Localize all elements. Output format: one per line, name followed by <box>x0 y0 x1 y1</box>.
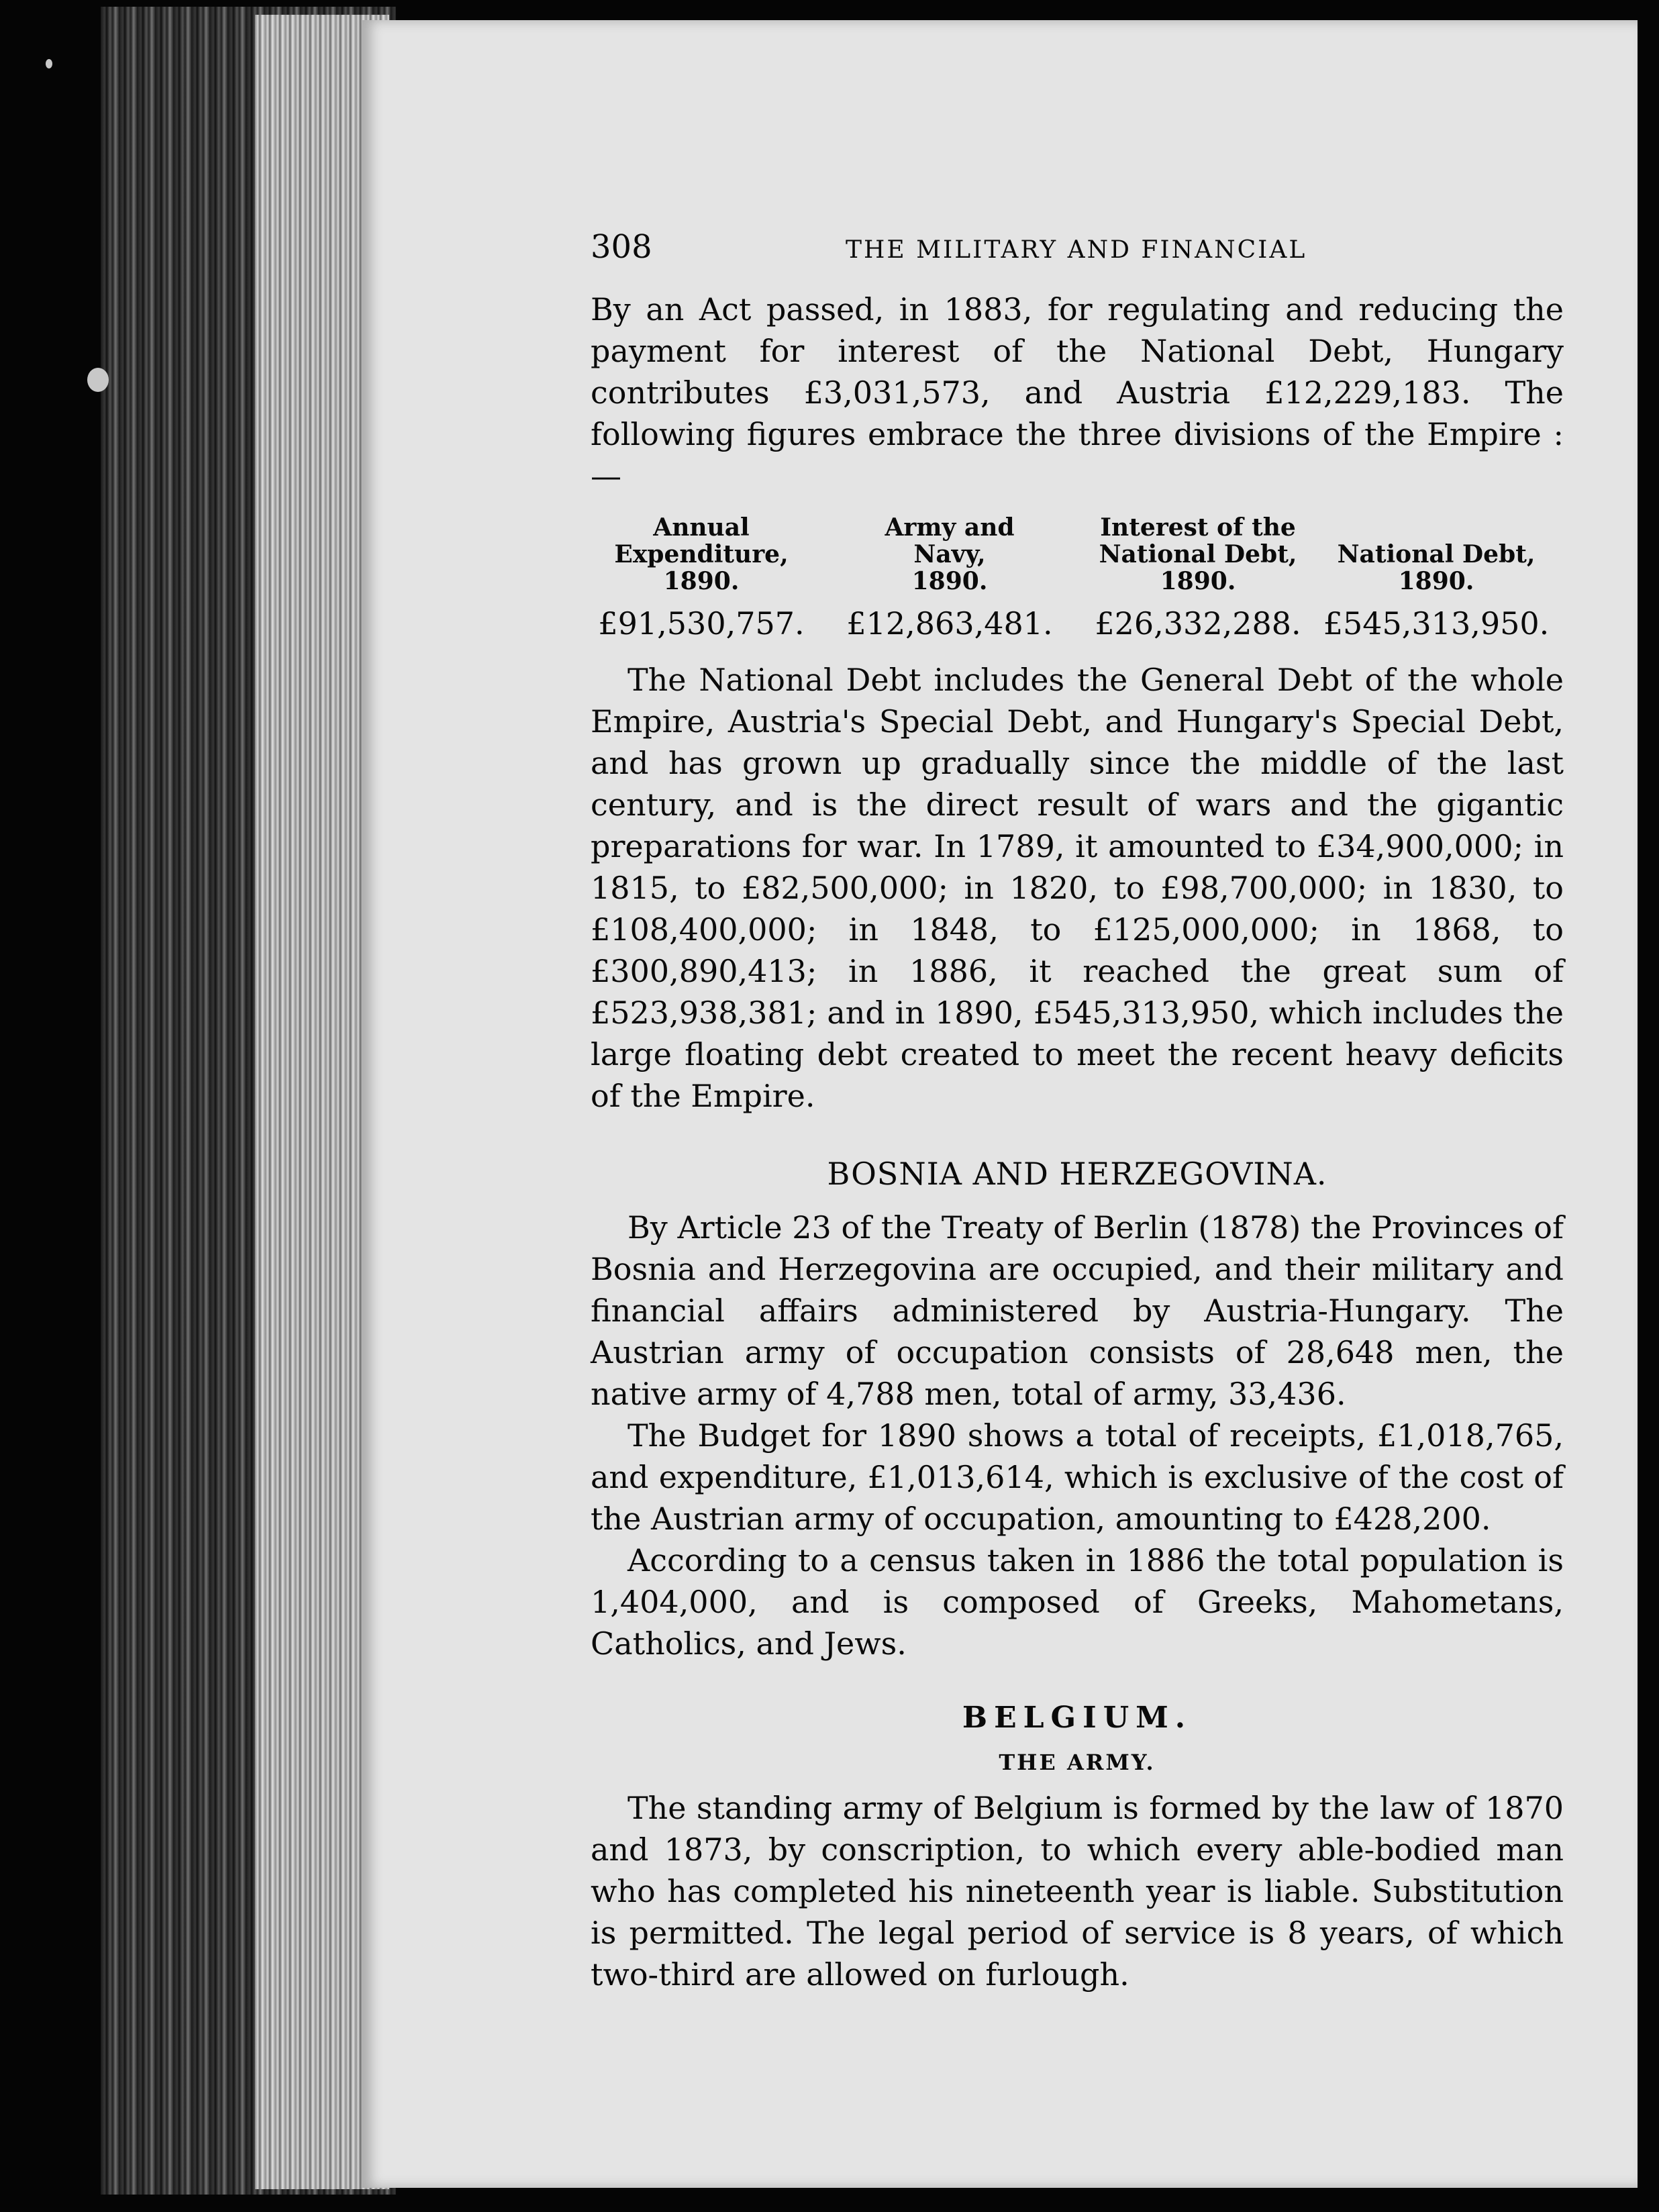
table-header-annual-expenditure: Annual Expenditure, 1890. <box>614 513 789 595</box>
table-header-interest: Interest of the National Debt, 1890. <box>1099 513 1297 595</box>
subheading-the-army: THE ARMY. <box>999 1750 1156 1775</box>
section-heading-belgium: BELGIUM. <box>962 1701 1193 1735</box>
dust-speck <box>87 368 109 392</box>
national-debt-paragraph: The National Debt includes the General Debt of the whole Empire, Austria's Special Debt, and Hungary's Special Debt, and has grown up gradually since the middle of the last century, and is the direct result of wars and the gigantic preparations for war. In 1789, it amounted to £34,900,000; in 1815, to £82,500,000; in 1820, to £98,700,000; in 1830, to £108,400,000; in 1848, to £125,000,000; in 1868, to £300,890,413; in 1886, it reached the great sum of £523,938,381; and in 1890, £545,313,950, which includes the large floating debt created to meet the recent heavy deficits of the Empire. <box>591 662 1564 1114</box>
dust-speck <box>46 59 52 68</box>
table-header-national-debt: National Debt, 1890. <box>1337 540 1536 595</box>
bosnia-paragraph: By Article 23 of the Treaty of Berlin (1878) the Provinces of Bosnia and Herzegovina are occupied, and their military and financial affairs administered by Austria-Hungary. The Austrian army of occupation consists of 28,648 men, the native army of 4,788 men, total of army, 33,436. <box>591 1209 1564 1412</box>
belgium-paragraph: The standing army of Belgium is formed by the law of 1870 and 1873, by conscription, to which every able-bodied man who has completed his nineteenth year is liable. Substitution is permitted. The legal period of service is 8 years, of which two-third are allowed on furlough. <box>591 1790 1564 1993</box>
bosnia-paragraph: According to a census taken in 1886 the total population is 1,404,000, and is composed of Greeks, Mahometans, Catholics, and Jews. <box>591 1542 1564 1662</box>
table-value-army-and-navy: £12,863,481. <box>846 605 1053 642</box>
page-content <box>591 228 1564 1995</box>
table-value-interest: £26,332,288. <box>1095 605 1301 642</box>
page-number: 308 <box>591 228 652 266</box>
running-head <box>591 228 1564 289</box>
running-head-title: THE MILITARY AND FINANCIAL <box>846 236 1307 264</box>
intro-paragraph: By an Act passed, in 1883, for regulating and reducing the payment for interest of the National Debt, Hungary contributes £3,031,573, and Austria £12,229,183. The following figures embrace the three divisions of the Empire :— <box>591 291 1564 494</box>
table-value-national-debt: £545,313,950. <box>1323 605 1550 642</box>
table-header-army-and-navy: Army and Navy, 1890. <box>885 513 1015 595</box>
section-heading-bosnia: BOSNIA AND HERZEGOVINA. <box>827 1156 1327 1192</box>
bosnia-paragraph: The Budget for 1890 shows a total of receipts, £1,018,765, and expenditure, £1,013,614, which is exclusive of the cost of the Austrian army of occupation, amounting to £428,200. <box>591 1417 1564 1537</box>
figures-table <box>577 514 1564 647</box>
table-value-annual-expenditure: £91,530,757. <box>598 605 805 642</box>
